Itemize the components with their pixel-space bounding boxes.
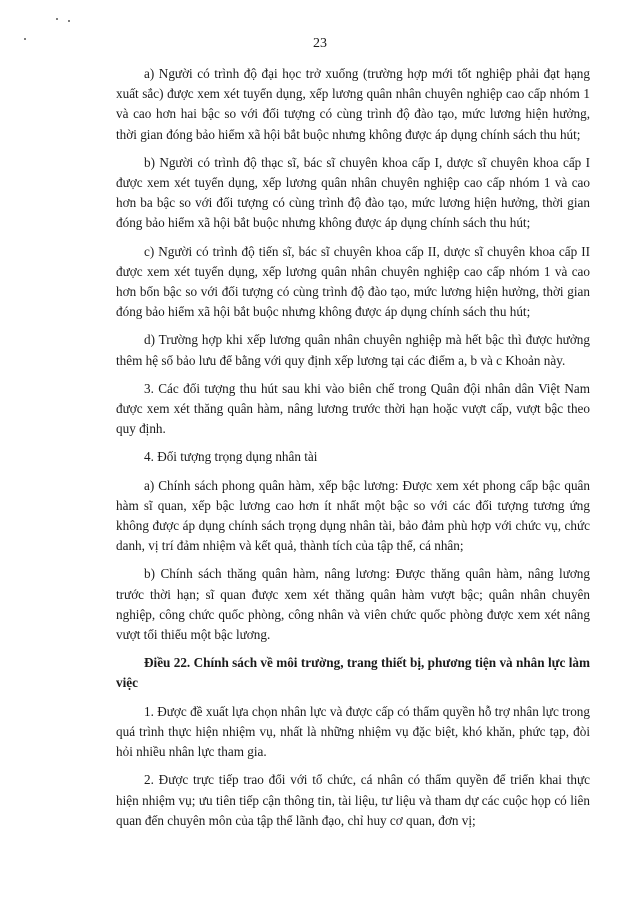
paragraph-4b-promotion: b) Chính sách thăng quân hàm, nâng lương: Được thăng quân hàm, nâng lương trước thời hạn; sĩ quan được xem xét thăng quân hàm vượt bậc; quân nhân chuyên nghiệp, công chức quốc phòng, công nhân và viên chức quốc phòng được xem xét nâng vượt tối thiểu một bậc lương. (116, 566, 590, 643)
scan-speck (68, 20, 70, 22)
paragraph-a-university: a) Người có trình độ đại học trở xuống (trường hợp mới tốt nghiệp phải đạt hạng xuất sắc) được xem xét tuyển dụng, xếp lương quân nhân chuyên nghiệp cao cấp nhóm 1 và cao hơn hai bậc so với đối tượng có cùng trình độ đào tạo, mức lương hiện hưởng, thời gian đóng bảo hiểm xã hội bắt buộc nhưng không được áp dụng chính sách thu hút; (116, 66, 590, 142)
scan-speck (56, 18, 58, 20)
paragraph-4a-rank: a) Chính sách phong quân hàm, xếp bậc lương: Được xem xét phong cấp bậc quân hàm sĩ quan, xếp bậc lương cao hơn ít nhất một bậc so với các đối tượng tương ứng không được áp dụng chính sách trọng dụng nhân tài, bảo đảm phù hợp với chức vụ, chức danh, vị trí đảm nhiệm và kết quả, thành tích của tập thể, cá nhân; (116, 477, 590, 554)
paragraph-3-promotion: 3. Các đối tượng thu hút sau khi vào biên chế trong Quân đội nhân dân Việt Nam được xem xét thăng quân hàm, nâng lương trước thời hạn hoặc vượt cấp, vượt bậc theo quy định. (116, 380, 590, 437)
paragraph-b-masters: b) Người có trình độ thạc sĩ, bác sĩ chuyên khoa cấp I, dược sĩ chuyên khoa cấp I được xem xét tuyển dụng, xếp lương quân nhân chuyên nghiệp cao cấp nhóm 1 và cao hơn ba bậc so với đối tượng có cùng trình độ đào tạo, mức lương hiện hưởng, thời gian đóng bảo hiểm xã hội bắt buộc nhưng không được áp dụng chính sách thu hút; (116, 154, 590, 231)
article-22-heading: Điều 22. Chính sách về môi trường, trang thiết bị, phương tiện và nhân lực làm việc (116, 655, 590, 691)
paragraph-4-talent-heading: 4. Đối tượng trọng dụng nhân tài (144, 449, 318, 465)
paragraph-d-salary-reserve: d) Trường hợp khi xếp lương quân nhân chuyên nghiệp mà hết bậc thì được hưởng thêm hệ số bảo lưu để bằng với quy định xếp lương tại các điểm a, b và c Khoản này. (116, 332, 590, 368)
paragraph-c-doctorate: c) Người có trình độ tiến sĩ, bác sĩ chuyên khoa cấp II, dược sĩ chuyên khoa cấp II được xem xét tuyển dụng, xếp lương quân nhân chuyên nghiệp cao cấp nhóm 1 và cao hơn bốn bậc so với đối tượng có cùng trình độ đào tạo, mức lương hiện hưởng, thời gian đóng bảo hiểm xã hội bắt buộc nhưng không được áp dụng chính sách thu hút; (116, 243, 590, 320)
paragraph-22-1: 1. Được đề xuất lựa chọn nhân lực và được cấp có thẩm quyền hỗ trợ nhân lực trong quá trình thực hiện nhiệm vụ, nhất là những nhiệm vụ đặc biệt, khó khăn, phức tạp, đòi hỏi nhiều nhân lực tham gia. (116, 703, 590, 760)
paragraph-22-2: 2. Được trực tiếp trao đổi với tổ chức, cá nhân có thẩm quyền để triển khai thực hiện nhiệm vụ; ưu tiên tiếp cận thông tin, tài liệu, tư liệu và tham dự các cuộc họp có liên quan đến chuyên môn của tập thể lãnh đạo, chỉ huy cơ quan, đơn vị; (116, 772, 590, 828)
document-body (116, 64, 590, 839)
page-number: 23 (313, 36, 327, 51)
